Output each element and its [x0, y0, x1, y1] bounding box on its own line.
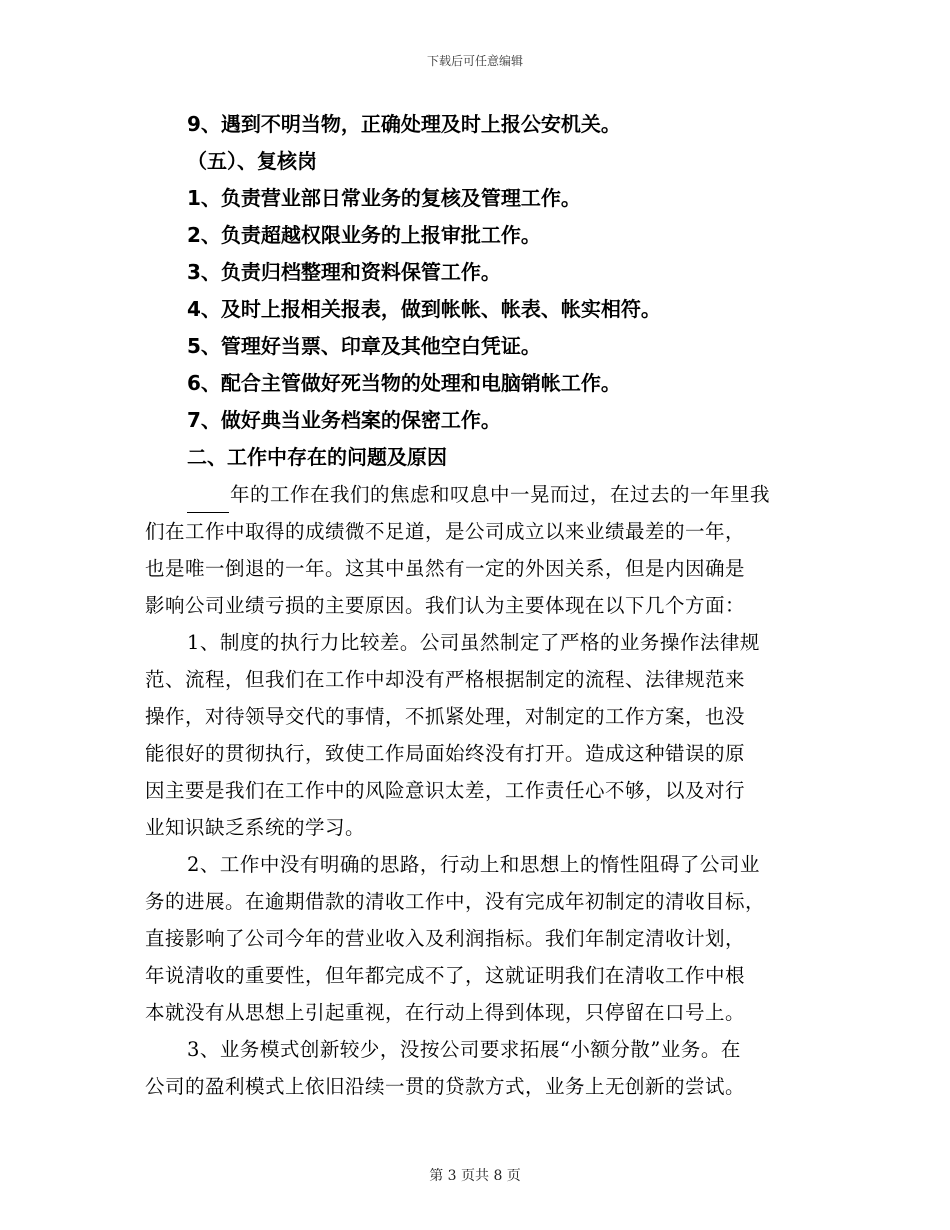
paragraph-line: 能很好的贯彻执行，致使工作局面始终没有打开。造成这种错误的原: [145, 742, 746, 765]
paragraph-intro: [145, 476, 813, 624]
paragraph-line: 3、业务模式创新较少，没按公司要求拓展“小额分散”业务。在: [187, 1038, 741, 1061]
paragraph-2: [145, 846, 813, 1031]
section-heading: 二、工作中存在的问题及原因: [187, 445, 447, 469]
paragraph-3: [145, 1031, 813, 1105]
year-blank: [187, 488, 229, 513]
paragraph-line: 直接影响了公司今年的营业收入及利润指标。我们年制定清收计划，: [145, 927, 746, 950]
document-body: [145, 106, 813, 1105]
header-note: 下载后可任意编辑: [426, 54, 523, 68]
list-item: 9、遇到不明当物，正确处理及时上报公安机关。: [187, 112, 621, 136]
list-item: 6、配合主管做好死当物的处理和电脑销帐工作。: [187, 371, 621, 395]
paragraph-line: 本就没有从思想上引起重视，在行动上得到体现，只停留在口号上。: [145, 1001, 746, 1024]
paragraph-line: 务的进展。在逾期借款的清收工作中，没有完成年初制定的清收目标，: [145, 890, 766, 913]
paragraph-line: 们在工作中取得的成绩微不足道，是公司成立以来业绩最差的一年，: [145, 520, 746, 543]
paragraph-line: 业知识缺乏系统的学习。: [145, 816, 366, 839]
paragraph-line: 操作，对待领导交代的事情，不抓紧处理，对制定的工作方案，也没: [145, 705, 746, 728]
list-item: 1、负责营业部日常业务的复核及管理工作。: [187, 186, 581, 210]
list-item: 4、及时上报相关报表，做到帐帐、帐表、帐实相符。: [187, 297, 661, 321]
list-item: 2、负责超越权限业务的上报审批工作。: [187, 223, 541, 247]
paragraph-line: 也是唯一倒退的一年。这其中虽然有一定的外因关系，但是内因确是: [145, 557, 746, 580]
paragraph-line: 影响公司业绩亏损的主要原因。我们认为主要体现在以下几个方面：: [145, 594, 746, 617]
paragraph-line: 2、工作中没有明确的思路，行动上和思想上的惰性阻碍了公司业: [187, 853, 760, 876]
list-item: 7、做好典当业务档案的保密工作。: [187, 408, 501, 432]
paragraph-line: 1、制度的执行力比较差。公司虽然制定了严格的业务操作法律规: [187, 631, 760, 654]
paragraph-line: 范、流程，但我们在工作中却没有严格根据制定的流程、法律规范来: [145, 668, 746, 691]
section-heading: （五）、复核岗: [187, 149, 317, 173]
paragraph-line: 因主要是我们在工作中的风险意识太差，工作责任心不够，以及对行: [145, 779, 746, 802]
paragraph-line: 公司的盈利模式上依旧沿续一贯的贷款方式，业务上无创新的尝试。: [145, 1075, 746, 1098]
paragraph-1: [145, 624, 813, 846]
paragraph-line: 年说清收的重要性，但年都完成不了，这就证明我们在清收工作中根: [145, 964, 746, 987]
list-item: 5、管理好当票、印章及其他空白凭证。: [187, 334, 541, 358]
page-number: 第 3 页共 8 页: [429, 1168, 521, 1184]
list-item: 3、负责归档整理和资料保管工作。: [187, 260, 501, 284]
paragraph-line: 年的工作在我们的焦虑和叹息中一晃而过，在过去的一年里我: [145, 476, 813, 513]
